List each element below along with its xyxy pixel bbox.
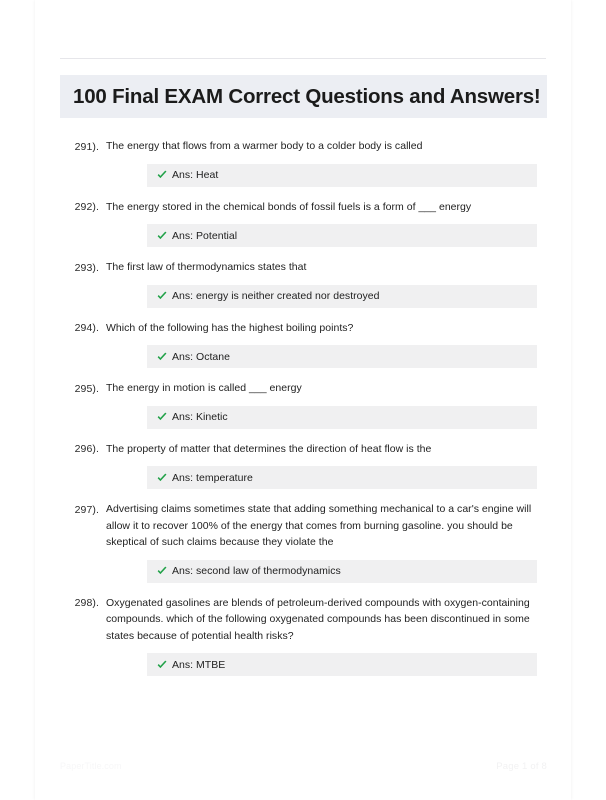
site-watermark: PaperTitle.com — [60, 761, 122, 771]
question-item — [35, 595, 571, 677]
answer-text: Ans: MTBE — [172, 658, 226, 671]
answer-text: Ans: Octane — [172, 350, 231, 363]
header-divider — [60, 58, 546, 59]
check-icon — [156, 565, 168, 577]
answer-text: Ans: temperature — [172, 471, 253, 484]
question-row — [35, 138, 571, 155]
page-indicator: Page 1 of 8 — [496, 761, 547, 772]
question-text: Advertising claims sometimes state that adding something mechanical to a car's engine will allow it to recover 100% of the energy that comes from burning gasoline. you should be skeptical of such claims because they violate the — [106, 503, 532, 548]
question-row — [35, 380, 571, 397]
page-footer — [60, 761, 547, 772]
check-icon — [156, 351, 168, 363]
answer-box — [147, 466, 537, 489]
question-item — [35, 320, 571, 369]
question-number: 292). — [74, 201, 99, 213]
answer-text: Ans: second law of thermodynamics — [172, 565, 341, 577]
answer-box — [147, 285, 537, 308]
question-item — [35, 259, 571, 308]
question-number: 294). — [74, 322, 99, 334]
check-icon — [156, 290, 168, 302]
question-list — [35, 138, 571, 688]
question-row — [35, 595, 571, 645]
check-icon — [156, 472, 168, 484]
answer-text: Ans: Heat — [172, 169, 219, 181]
question-number: 297). — [74, 503, 99, 516]
question-row — [35, 259, 571, 276]
answer-box — [147, 560, 537, 583]
answer-box — [147, 653, 537, 676]
answer-box — [147, 164, 537, 187]
question-row — [35, 199, 571, 216]
page-title: 100 Final EXAM Correct Questions and Answers! — [73, 84, 541, 108]
document-title-band — [60, 75, 547, 118]
question-item — [35, 501, 571, 583]
question-item — [35, 380, 571, 429]
question-item — [35, 199, 571, 248]
check-icon — [156, 230, 168, 242]
question-number: 296). — [74, 443, 99, 455]
question-text: The energy stored in the chemical bonds of fossil fuels is a form of ___ energy — [106, 200, 472, 213]
question-item — [35, 138, 571, 187]
answer-box — [147, 406, 537, 429]
answer-text: Ans: Potential — [172, 229, 238, 242]
answer-box — [147, 224, 537, 247]
question-number: 295). — [74, 382, 99, 395]
answer-text: Ans: energy is neither created nor destroyed — [172, 290, 380, 302]
question-number: 293). — [74, 261, 99, 274]
question-item — [35, 441, 571, 490]
question-row — [35, 501, 571, 551]
question-number: 298). — [74, 597, 99, 609]
question-text: The energy that flows from a warmer body to a colder body is called — [106, 140, 423, 152]
answer-text: Ans: Kinetic — [172, 411, 228, 423]
question-text: The property of matter that determines the direction of heat flow is the — [106, 442, 432, 455]
document-page — [35, 0, 571, 800]
question-text: The energy in motion is called ___ energy — [106, 382, 302, 394]
question-text: The first law of thermodynamics states that — [106, 261, 307, 273]
answer-box — [147, 345, 537, 368]
question-text: Oxygenated gasolines are blends of petroleum-derived compounds with oxygen-containing compounds. which of the following oxygenated compounds has been discontinued in some states because of potential health risks? — [106, 596, 530, 642]
question-row — [35, 320, 571, 337]
check-icon — [156, 169, 168, 181]
check-icon — [156, 411, 168, 423]
question-text: Which of the following has the highest boiling points? — [106, 321, 354, 334]
question-number: 291). — [74, 140, 99, 153]
check-icon — [156, 659, 168, 671]
question-row — [35, 441, 571, 458]
